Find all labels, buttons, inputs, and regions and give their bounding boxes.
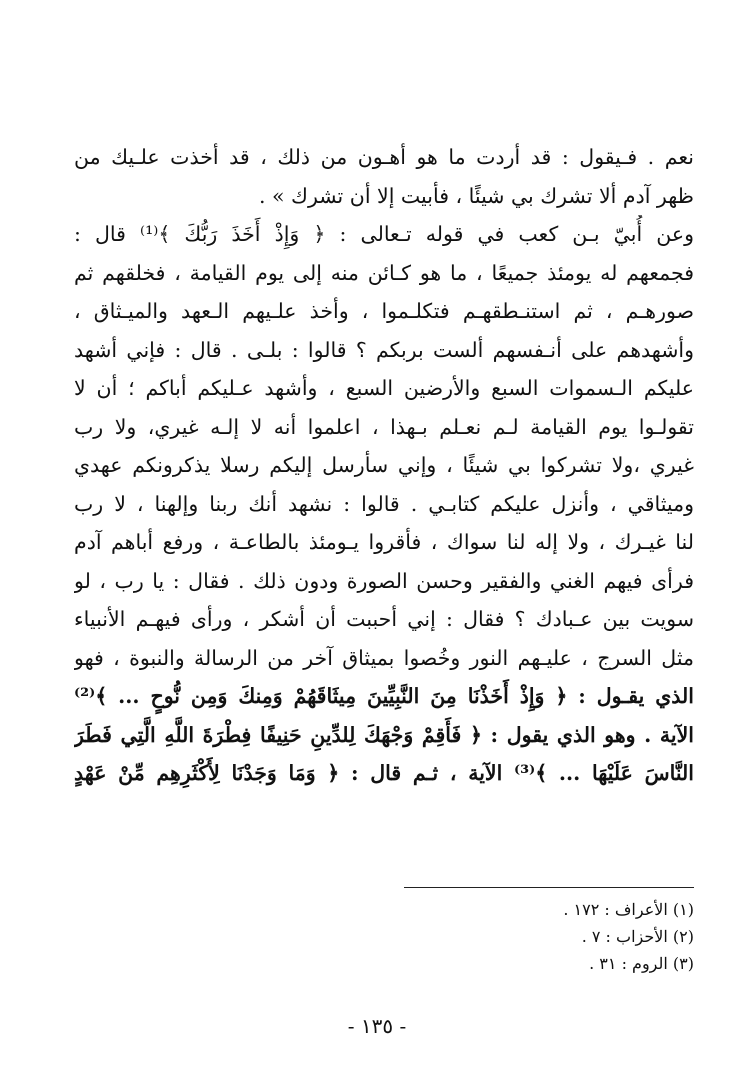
text-line-7: عليكم الـسموات السبع والأرضين السبع ، وأشهد عـليكم أباكم ؛ أن لا [74,376,694,400]
text-line-4: فجمعهم له يومئذ جميعًا ، ما هو كـائن منه إلى يوم القيامة ، فخلقهم ثم [74,260,694,285]
main-text [74,138,694,793]
text-line-2: ظهر آدم ألا تشرك بي شيئًا ، فأبيت إلا أن تشرك » . [258,183,694,208]
text-line-6: وأشهدهم على أنـفسهم ألست بربكم ؟ قالوا : بلـى . قال : فإني أشهد [74,337,694,362]
text-line-1: نعم . فـيقول : قد أردت ما هو أهـون من ذلك ، قد أخذت علـيك من [74,145,694,169]
text-line-3: وعن أُبيّ بـن كعب في قوله تـعالى : ﴿ وَإِذْ أَخَذَ رَبُّكَ ﴾⁽¹⁾ قال : [74,222,694,246]
text-line-8: تقولـوا يوم القيامة لـم نعـلم بـهذا ، اعلموا أنه لا إلـه غيري، ولا رب [74,414,694,439]
page-number: - ١٣٥ - [347,1014,407,1038]
footnote-divider [404,887,694,888]
footnote-3: (٣) الروم : ٣١ . [589,954,694,973]
text-line-5: صورهـم ، ثم استنـطقهـم فتكلـموا ، وأخذ علـيهم الـعهد والميـثاق ، [74,299,694,323]
footnote-2: (٢) الأحزاب : ٧ . [581,927,694,946]
text-line-14: مثل السرج ، عليـهم النور وخُصوا بميثاق آخر من الرسالة والنبوة ، فهو [74,645,694,670]
text-line-16: الآية . وهو الذي يقول : ﴿ فَأَقِمْ وَجْهَكَ لِلدِّينِ حَنِيفًا فِطْرَةَ اللَّهِ الَّتِي فَطَرَ [74,722,694,747]
text-line-10: وميثاقي ، وأنزل عليكم كتابـي . قالوا : نشهد أنك ربنا وإلهنا ، لا رب [74,491,694,516]
footnotes [294,896,694,977]
text-line-13: سويت بين عـبادك ؟ فقال : إني أحببت أن أشكر ، ورأى فيهـم الأنبياء [74,607,694,631]
text-line-9: غيري ،ولا تشركوا بي شيئًا ، وإني سأرسل إليكم رسلا يذكرونكم عهدي [74,453,694,477]
text-line-17: النَّاسَ عَلَيْهَا ... ﴾⁽³⁾ الآية ، ثـم قال : ﴿ وَمَا وَجَدْنَا لِأَكْثَرِهِم مِّنْ عَهْدٍ [74,761,694,785]
text-line-11: لنا غيـرك ، ولا إله لنا سواك ، فأقروا يـومئذ بالطاعـة ، ورفع أباهم آدم [74,530,694,554]
text-line-12: فرأى فيهم الغني والفقير وحسن الصورة ودون ذلك . فقال : يا رب ، لو [74,568,694,593]
footnote-1: (١) الأعراف : ١٧٢ . [563,900,694,919]
text-line-15: الذي يقـول : ﴿ وَإِذْ أَخَذْنَا مِنَ النَّبِيِّينَ مِيثَاقَهُمْ وَمِنكَ وَمِن نُّوحٍ ... ﴾⁽²⁾ [74,684,694,708]
